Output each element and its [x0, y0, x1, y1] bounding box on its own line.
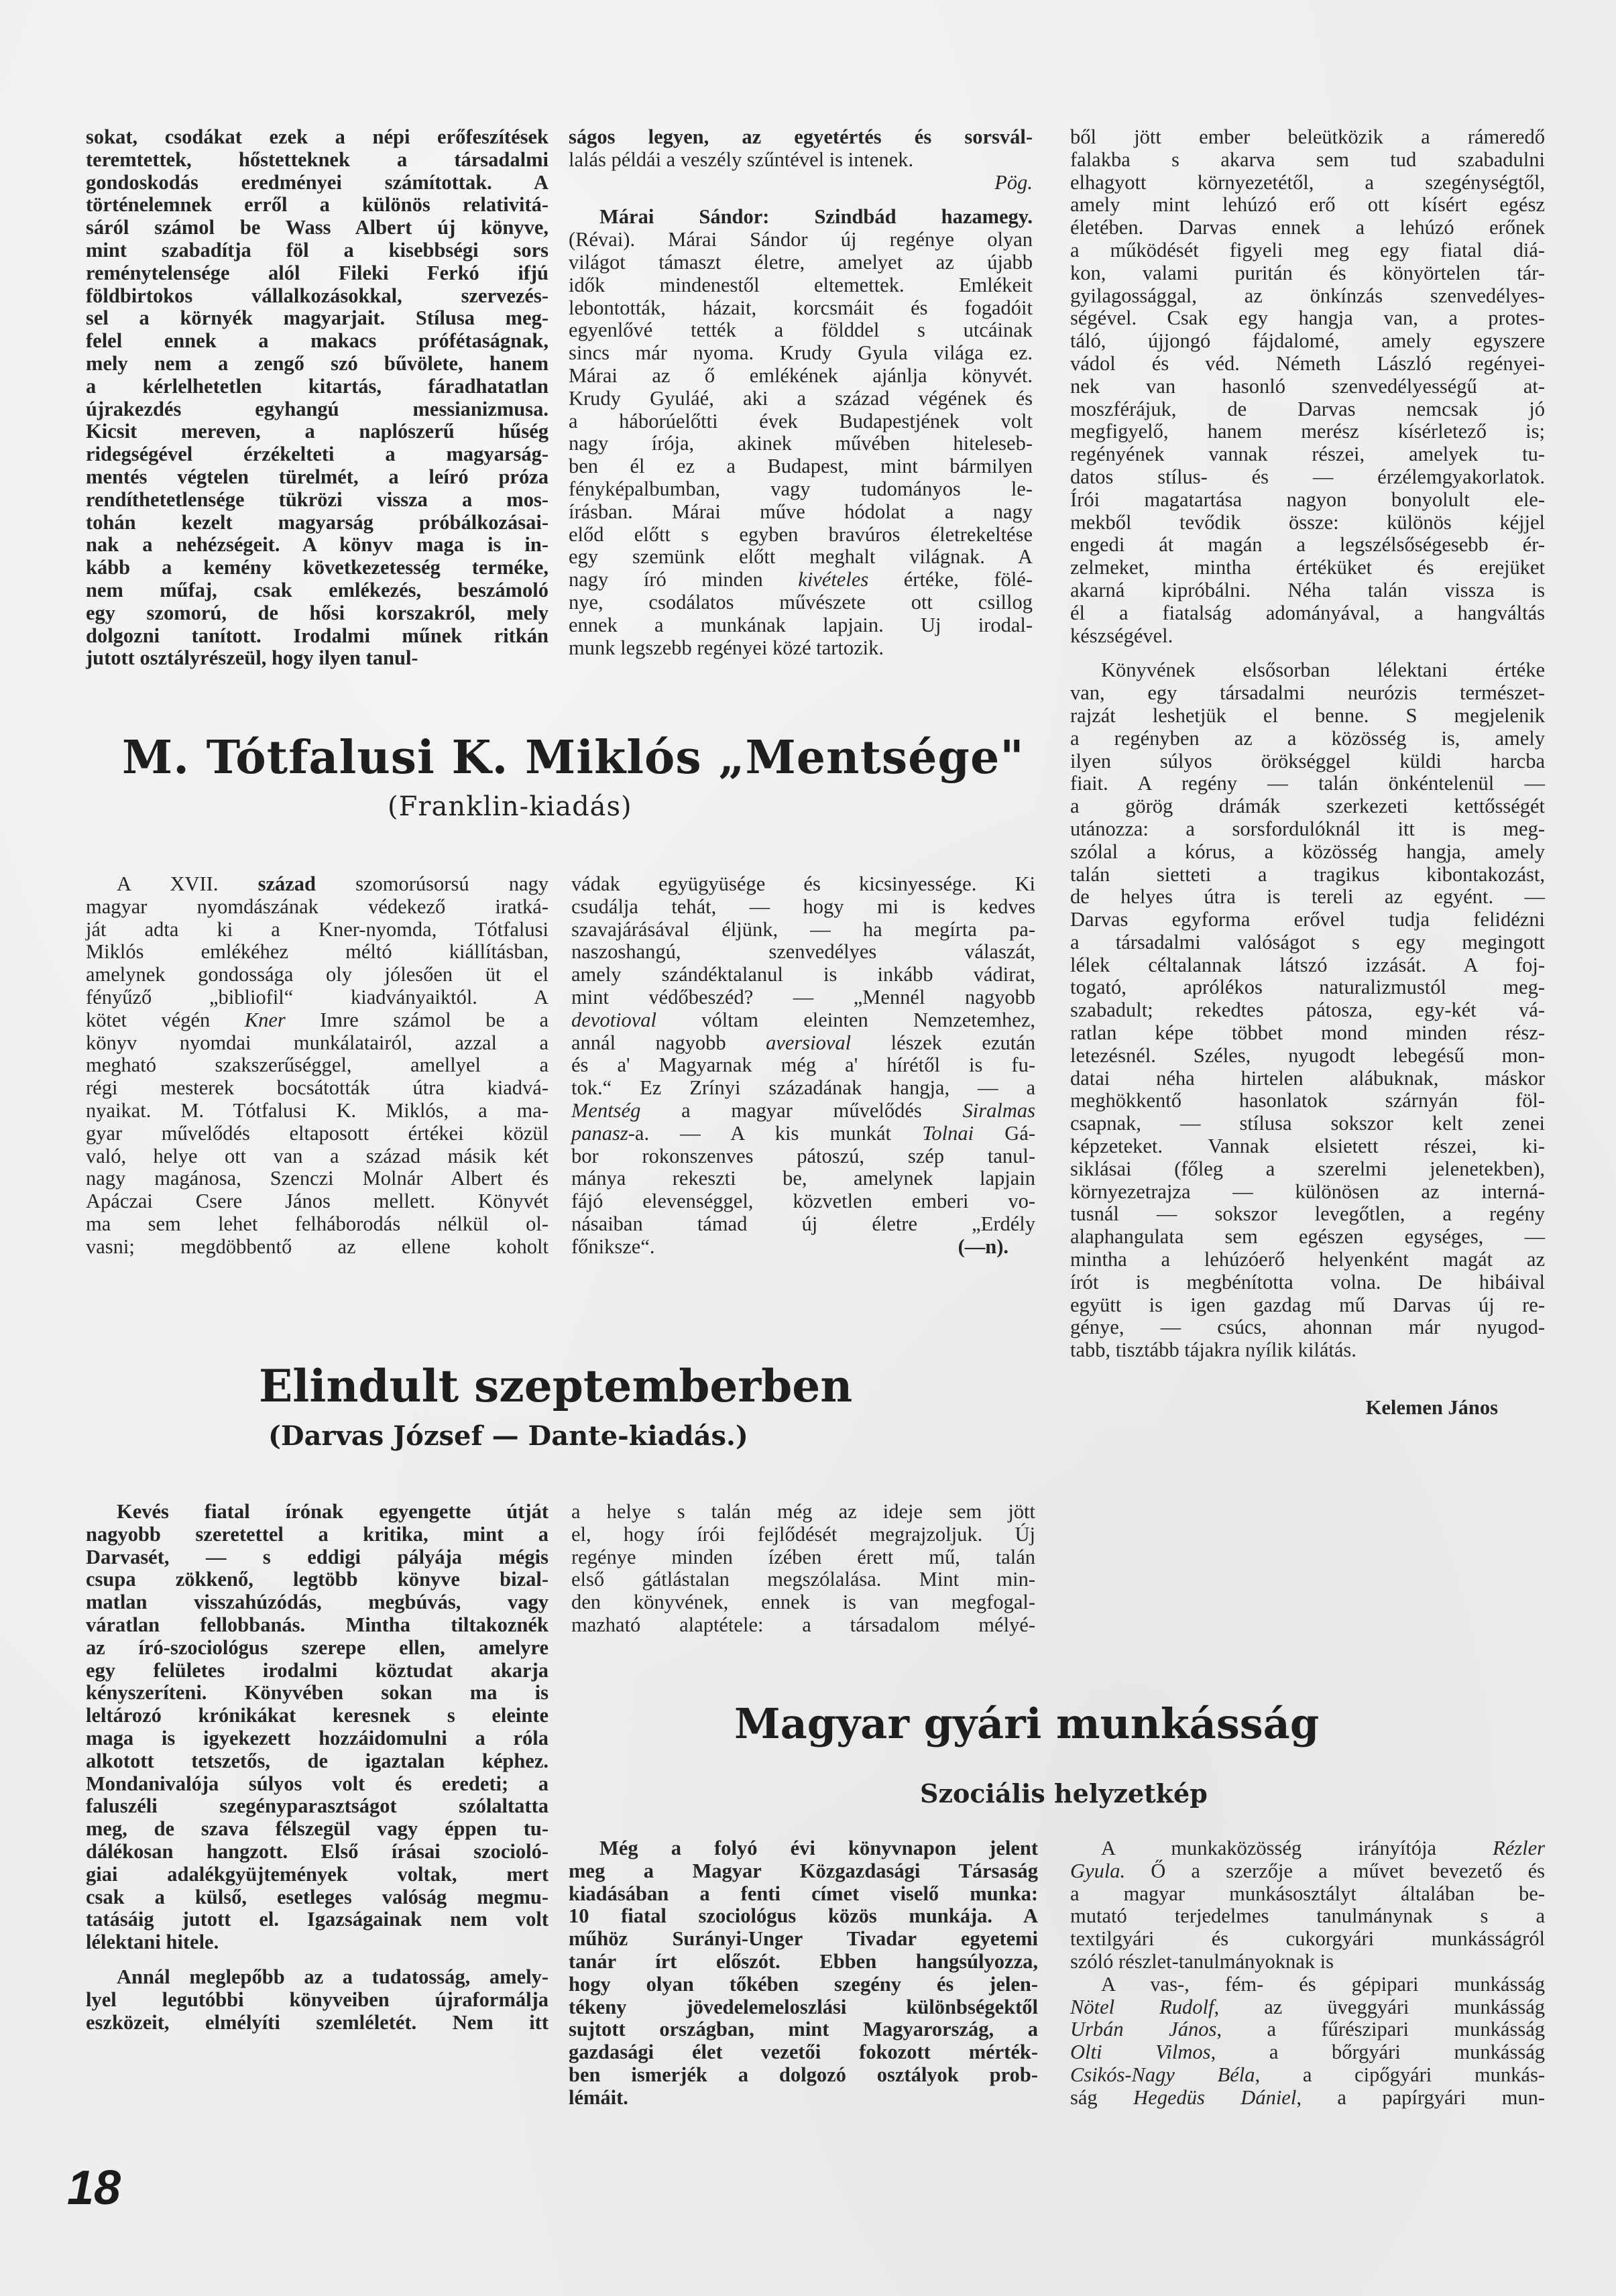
review-title-marai: Márai Sándor: Szindbád hazamegy. — [599, 205, 1033, 229]
text-line: den könyvének, ennek is van megfogal- — [571, 1591, 1035, 1614]
text-line: reménytelensége alól Fileki Ferkó ifjú — [86, 261, 549, 284]
text-line: Darvas egyforma erővel tudja felidézni — [1070, 908, 1545, 931]
review-signature: Pög. — [994, 170, 1033, 194]
text-line: Kevés fiatal írónak egyengette útját — [117, 1500, 549, 1523]
text-line: Apáczai Csere János mellett. Könyvét — [86, 1190, 549, 1213]
article-subtitle-darvas: (Darvas József — Dante-kiadás.) — [268, 1420, 748, 1452]
text-line: főnikszе“. (—n). — [571, 1235, 1008, 1258]
text-line: szabadult; rekedtes pátosza, egy-két vá- — [1070, 998, 1545, 1022]
text-line: meg, de szava félszegül vagy éppen tu- — [86, 1817, 549, 1841]
text-line: mentés végtelen türelmét, a leíró próza — [86, 465, 549, 488]
text-line: a háborúelőtti évek Budapestjének volt — [569, 409, 1033, 433]
text-line: csudálja tehát, — hogy mi is kedves — [571, 895, 1035, 918]
text-line: gondoskodás eredményei számítottak. A — [86, 170, 549, 194]
text-line: a magyar munkásosztályt általában be- — [1070, 1882, 1545, 1905]
text-line: násaiban támad új életre „Erdély — [571, 1212, 1035, 1235]
text-line: matlan visszahúzódás, megbúvás, vagy — [86, 1591, 549, 1614]
mentsege-column-1 — [86, 873, 549, 1259]
text-line: eszközeit, elmélyíti szemléletét. Nem itt — [86, 2010, 549, 2034]
text-line: regénye minden ízében érett mű, talán — [571, 1545, 1035, 1568]
review-darvas-continued-column — [1070, 126, 1545, 1420]
text-line: nagyobb szeretettel a kritika, mint a — [86, 1522, 549, 1546]
text-line: nye, csodálatos művészete ott csillog — [569, 590, 1033, 614]
article-subtitle-franklin: (Franklin-kiadás) — [388, 791, 632, 822]
text-line: való, helye ott van a század másik két — [86, 1144, 549, 1167]
text-line: váratlan fellobbanás. Mintha tiltakoznék — [86, 1613, 549, 1636]
text-line: ridegségével érzékelteti a magyarság- — [86, 443, 549, 466]
text-line: kább a kemény következetesség terméke, — [86, 556, 549, 579]
text-line: kiadásában a fenti címet viselő munka: — [569, 1882, 1038, 1905]
text-line: tékeny jövedelemeloszlási különbségektől — [569, 1995, 1038, 2018]
text-line: sincs már nyoma. Krudy Gyula világa ez. — [569, 341, 1033, 365]
text-line: Nötel Rudolf, az üveggyári munkásság — [1070, 1995, 1545, 2018]
text-line: jutott osztályrészeül, hogy ilyen tanul- — [86, 646, 418, 670]
text-line: Olti Vilmos, a bőrgyári munkásság — [1070, 2041, 1545, 2064]
article-subtitle-szocialis: Szociális helyzetkép — [920, 1778, 1208, 1809]
text-line: ben él ez a Budapest, mint bármilyen — [569, 455, 1033, 478]
text-line: fiait. A regény — talán önkéntelenül — — [1070, 772, 1545, 795]
text-line: vádak együgyüsége és kicsinyessége. Ki — [571, 872, 1035, 895]
text-line: Kicsit mereven, a naplószerű hűség — [86, 420, 549, 443]
text-line: él a fiatalság adományával, a hangváltás — [1070, 601, 1545, 624]
text-line: földbirtokos vállalkozásokkal, szervezés- — [86, 284, 549, 307]
mentsege-column-2 — [571, 873, 1035, 1259]
text-line: naszoshangú, szenvedélyes válaszát, — [571, 940, 1035, 964]
text-line: Krudy Gyuláé, aki a század végének és — [569, 386, 1033, 410]
text-line: tohán kezelt magyarság próbálkozásai- — [86, 510, 549, 534]
text-line: Darvasét, — s eddigi pályája mégis — [86, 1545, 549, 1568]
text-line: A munkaközösség irányítója Rézler — [1101, 1837, 1545, 1859]
text-line: akarná kipróbálni. Néha talán vissza is — [1070, 578, 1545, 601]
text-line: dálékosan hangzott. Első írásai szocioló- — [86, 1839, 549, 1863]
text-line: zelmeket, mintha értéküket és erejüket — [1070, 556, 1545, 579]
munkassag-column-1 — [569, 1837, 1038, 2110]
text-line: sujtott országban, mint Magyarország, a — [569, 2018, 1038, 2041]
text-line: elhagyott környezetétől, a szegénységtől, — [1070, 170, 1545, 194]
text-line: ság Hegedüs Dániel, a papírgyári mun- — [1070, 2085, 1545, 2109]
text-line: teremtettek, hőstetteknek a társadalmi — [86, 148, 549, 171]
text-line: letezésnél. Széles, nyugodt lebegésű mon- — [1070, 1043, 1545, 1067]
text-line: textilgyári és cukorgyári munkásságról — [1070, 1927, 1545, 1951]
text-line: megható szakszerűséggel, amellyel a — [86, 1053, 549, 1077]
elindult-column-1 — [86, 1501, 549, 2034]
review-marai-column — [569, 126, 1033, 659]
text-line: 10 fiatal szociológus közös munkája. A — [569, 1904, 1038, 1928]
article-title-elindult: Elindult szeptemberben — [259, 1360, 853, 1412]
text-line: írásban. Márai műve hódolat a nagy — [569, 500, 1033, 523]
text-line: első gátlástalan megszólalása. Mint min- — [571, 1568, 1035, 1591]
text-line: az író-szociológus szerepe ellen, amelyre — [86, 1635, 549, 1659]
text-line: szavajárásával éljünk, — ha megírta pa- — [571, 917, 1035, 941]
text-line: gyilagossággal, az önkínzás szenvedélyes- — [1070, 284, 1545, 307]
article-title-mentsege: M. Tótfalusi K. Miklós „Mentsége" — [122, 731, 1025, 785]
text-line: mekből tevődik össze: különös kéjjel — [1070, 510, 1545, 534]
text-line: egyenlővé tették a földdel s utcáinak — [569, 319, 1033, 342]
text-line: csupa zökkenő, legtöbb könyve bizal- — [86, 1568, 549, 1591]
text-line: A XVII. század szomorúsorsú nagy — [117, 872, 549, 895]
text-line: a kérlelhetetlen kitartás, fáradhatatlan — [86, 374, 549, 398]
text-line: Könyvének elsősorban lélektani értéke — [1101, 658, 1545, 682]
text-line: annál nagyobb aversioval lészek ezután — [571, 1031, 1035, 1054]
text-line: nagy magánosa, Szenczi Molnár Albert és — [86, 1167, 549, 1190]
text-line: lémáit. — [569, 2085, 628, 2109]
text-line: nyaikat. M. Tótfalusi K. Miklós, a ma- — [86, 1098, 549, 1122]
text-line: fényképalbumban, vagy tudományos le- — [569, 477, 1033, 500]
review-signature-n: (—n). — [958, 1235, 1008, 1258]
text-line: datos stílus- és — érzélemgyakorlatok. — [1070, 465, 1545, 488]
text-line: tanár írt előszót. Ebben hangsúlyozza, — [569, 1949, 1038, 1973]
text-line: ennek a munkának lapjain. Uj irodal- — [569, 613, 1033, 636]
text-line: gazdasági élet vezetői fokozott mérték- — [569, 2041, 1038, 2064]
text-line: sel a környék magyarjait. Stílusa meg- — [86, 306, 549, 330]
text-line: tusnál — sokszor levegőtlen, a regény — [1070, 1202, 1545, 1226]
text-line: dolgozni tanított. Irodalmi műnek ritkán — [86, 624, 549, 647]
text-line: nem műfaj, csak emlékezés, beszámoló — [86, 578, 549, 601]
text-line: talán sietteti a tragikus kibontakozást, — [1070, 862, 1545, 886]
text-line: ségével. Csak egy hangja van, a protes- — [1070, 306, 1545, 330]
text-line: lyel legutóbbi könyveiben újraformálja — [86, 1988, 549, 2011]
text-line: alkotott tetszetős, de igaztalan képhez. — [86, 1749, 549, 1772]
text-line: írót is megbénította volna. De hibáival — [1070, 1270, 1545, 1294]
text-line: génye, — csúcs, ahonnan már nyugod- — [1070, 1316, 1545, 1339]
text-line: mazható alaptétele: a társadalom mélyé- — [571, 1613, 1035, 1636]
text-line: ságos legyen, az egyetértés és sorsvál- — [569, 125, 1033, 148]
text-line: a helye s talán még az ideje sem jött — [571, 1500, 1035, 1523]
text-line: csak a külső, esetleges valóság megmu- — [86, 1885, 549, 1908]
munkassag-column-2 — [1070, 1837, 1545, 2110]
text-line: nak a nehézségeit. A könyv maga is in- — [86, 533, 549, 557]
text-line: tatásáig jutott el. Igazságainak nem volt — [86, 1908, 549, 1931]
text-line: ratlan képe többet mond minden rész- — [1070, 1021, 1545, 1045]
text-line: lalás példái a veszély szűntével is intenek. — [569, 148, 914, 171]
text-line: lebontották, házait, korcsmáit és fogadóit — [569, 296, 1033, 319]
text-line: előd előtt s egyben bravúros életrekeltése — [569, 522, 1033, 546]
text-line: engedi át magán a legszélsőségesebb ér- — [1070, 533, 1545, 557]
text-line: tabb, tisztább tájakra nyílik kilátás. — [1070, 1338, 1357, 1362]
text-line: nagy írója, akinek művében hiteleseb- — [569, 432, 1033, 455]
text-line: munk legszebb regényei közé tartozik. — [569, 636, 884, 659]
text-line: lélek céltalannak látszó izzását. A foj- — [1070, 953, 1545, 976]
text-line: idők mindenestől eltemettek. Emlékeit — [569, 273, 1033, 296]
text-line: fényűző „bibliofil“ kiadványaiktól. A — [86, 985, 549, 1009]
text-line: kon, valami puritán és könyörtelen tár- — [1070, 261, 1545, 284]
text-line: amely mint lehúzó erő ott kísért egész — [1070, 193, 1545, 217]
text-line: rendíthetetlensége tükrözi vissza a mos- — [86, 487, 549, 511]
text-line: gyar művelődés eltaposott értékei közül — [86, 1121, 549, 1145]
text-line: mutató terjedelmes tanulmánynak s a — [1070, 1904, 1545, 1928]
text-line: készségével. — [1070, 624, 1173, 647]
text-line: amelynek gondossága oly jólesően üt el — [86, 963, 549, 986]
text-line: regényének vannak részei, amelyek tu- — [1070, 443, 1545, 466]
text-line: fájó elevenséggel, közvetlen emberi vo- — [571, 1190, 1035, 1213]
text-line: sáról számol be Wass Albert új könyve, — [86, 216, 549, 239]
text-line: szólal a kórus, a közösség hangja, amely — [1070, 840, 1545, 863]
text-line: el, hogy írói fejlődését megrajzoljuk. Új — [571, 1522, 1035, 1546]
text-line: hogy olyan tőkében szegény és jelen- — [569, 1972, 1038, 1996]
text-line: a regényben az a közösség is, amely — [1070, 726, 1545, 750]
text-line: egy szomorú, de hősi korszakról, mely — [86, 601, 549, 624]
text-line: életében. Darvas ennek a lehúzó erőnek — [1070, 216, 1545, 239]
text-line: faluszéli szegényparasztságot szólaltatta — [86, 1794, 549, 1818]
text-line: tok.“ Ez Zrínyi századának hangja, — a — [571, 1076, 1035, 1100]
text-line: Gyula. Ő a szerzője a művet bevezető és — [1070, 1859, 1545, 1882]
text-line: amely szándéktalanul is inkább vádirat, — [571, 963, 1035, 986]
text-line: alaphangulata sem egészen egységes, — — [1070, 1225, 1545, 1249]
text-line: mely nem a zengő szó bűvölete, hanem — [86, 351, 549, 375]
text-line: van, egy társadalmi neurózis természet- — [1070, 681, 1545, 705]
text-line: könyv nyomdai munkálatairól, azzal a — [86, 1031, 549, 1054]
text-line: vádol és véd. Németh László regényei- — [1070, 351, 1545, 375]
text-line: togató, aprólékos naturalizmustól meg- — [1070, 976, 1545, 999]
text-line: felel ennek a makacs prófétaságnak, — [86, 329, 549, 353]
text-line: szóló részlet-tanulmányoknak is — [1070, 1949, 1334, 1973]
text-line: meg a Magyar Közgazdasági Társaság — [569, 1859, 1038, 1882]
text-line: a görög drámák szerkezeti kettősségét — [1070, 795, 1545, 818]
page-number: 18 — [67, 2161, 121, 2215]
text-line: de helyes útra is tereli az egyént. — — [1070, 885, 1545, 909]
text-line: panasz-a. — A kis munkát Tolnai Gá- — [571, 1121, 1035, 1145]
text-line: csapnak, — stílusa sokszor kelt zenei — [1070, 1112, 1545, 1135]
text-line: A vas-, fém- és gépipari munkásság — [1101, 1972, 1545, 1996]
article-title-munkassag: Magyar gyári munkásság — [734, 1699, 1320, 1748]
text-line: a társadalmi valóságot s egy megingott — [1070, 930, 1545, 954]
text-line: mint szabadítja föl a kisebbségi sors — [86, 238, 549, 262]
review-signature-kelemen: Kelemen János — [1365, 1395, 1498, 1419]
text-line: ját adta ki a Kner-nyomda, Tótfalusi — [86, 917, 549, 941]
text-line: rajzát leshetjük el benne. S megjelenik — [1070, 703, 1545, 727]
elindult-column-2 — [571, 1501, 1035, 1637]
text-line: vasni; megdöbbentő az ellene koholt — [86, 1235, 549, 1258]
text-line: történelemnek erről a különös relativitá- — [86, 193, 549, 217]
text-line: mint védőbeszéd? — „Mennél nagyobb — [571, 985, 1035, 1009]
text-line: maga is igyekezett hozzáidomulni a róla — [86, 1726, 549, 1749]
text-line: környezetrajza — különösen az interná- — [1070, 1180, 1545, 1203]
text-line: lélektani hitele. — [86, 1931, 219, 1954]
text-line: régi mesterek bocsátották útra kiadvá- — [86, 1076, 549, 1100]
text-line: utánozza: a sorsfordulóknál itt is meg- — [1070, 817, 1545, 840]
text-line: megfigyelő, hanem merész kísérletező is; — [1070, 420, 1545, 443]
text-line: meghökkentő hasonlatok szárnyán föl- — [1070, 1089, 1545, 1112]
text-line: giai adalékgyüjtemények voltak, mert — [86, 1862, 549, 1886]
text-line: Márai az ő emlékének ajánlja könyvét. — [569, 363, 1033, 387]
text-line: Mentség a magyar művelődés Siralmas — [571, 1098, 1035, 1122]
text-line: Mondanivalója súlyos volt és eredeti; a — [86, 1772, 549, 1795]
review-wass-albert-column — [86, 126, 549, 670]
text-line: képzeteket. Vannak elsietett részei, ki- — [1070, 1135, 1545, 1158]
text-line: mánya rekeszti be, amelynek lapjain — [571, 1167, 1035, 1190]
text-line: Csikós-Nagy Béla, a cipőgyári munkás- — [1070, 2063, 1545, 2086]
text-line: leltározó krónikákat keresnek s eleinte — [86, 1704, 549, 1727]
text-line: világot támaszt életre, amelyet az újabb — [569, 250, 1033, 274]
text-line: egy felületes irodalmi köztudat akarja — [86, 1658, 549, 1682]
text-line: mintha a lehúzóerő helyenként magát az — [1070, 1248, 1545, 1271]
text-line: Annál meglepőbb az a tudatosság, amely- — [117, 1965, 549, 1988]
text-line: moszférájuk, de Darvas nemcsak jó — [1070, 397, 1545, 420]
text-line: (Révai). Márai Sándor új regénye olyan — [569, 228, 1033, 251]
text-line: devotioval vóltam eleinten Nemzetemhez, — [571, 1008, 1035, 1031]
text-line: kényszeríteni. Könyvében sokan ma is — [86, 1681, 549, 1705]
text-line: sokat, csodákat ezek a népi erőfeszítések — [86, 125, 549, 148]
text-line: együtt is igen gazdag mű Darvas új re- — [1070, 1293, 1545, 1316]
text-line: falakba s akarva sem tud szabadulni — [1070, 148, 1545, 171]
text-line: a működését figyeli meg egy fiatal diá- — [1070, 238, 1545, 262]
text-line: nek van hasonló szenvedélyességű at- — [1070, 374, 1545, 398]
text-line: ből jött ember beleütközik a rámeredő — [1070, 125, 1545, 148]
text-line: műhöz Surányi-Unger Tivadar egyetemi — [569, 1927, 1038, 1951]
text-line: nagy író minden kivételes értéke, fölé- — [569, 568, 1033, 591]
text-line: ilyen súlyos örökséggel küldi harcba — [1070, 749, 1545, 772]
text-line: datai néha hirtelen alábuknak, máskor — [1070, 1066, 1545, 1090]
text-line: ben ismerjék a dolgozó osztályok prob- — [569, 2063, 1038, 2086]
text-line: Még a folyó évi könyvnapon jelent — [599, 1837, 1038, 1859]
text-line: egy szemünk előtt meghalt világnak. A — [569, 545, 1033, 569]
text-line: bor rokonszenves pátoszú, szép tanul- — [571, 1144, 1035, 1167]
text-line: Írói magatartása nagyon bonyolult ele- — [1070, 487, 1545, 511]
text-line: Urbán János, a fűrészipari munkásság — [1070, 2018, 1545, 2041]
text-line: Miklós emlékéhez méltó kiállításban, — [86, 940, 549, 964]
text-line: magyar nyomdászának védekező iratká- — [86, 895, 549, 918]
text-line: és a' Magyarnak még a' hírétől is fu- — [571, 1053, 1035, 1077]
text-line: siklásai (főleg a szerelmi jelenetekben), — [1070, 1157, 1545, 1180]
text-line: újrakezdés egyhangú messianizmusa. — [86, 397, 549, 420]
text-line: kötet végén Kner Imre számol be a — [86, 1008, 549, 1031]
text-line: táló, újjongó fájdalomé, amely egyszere — [1070, 329, 1545, 353]
text-line: ma sem lehet felháborodás nélkül ol- — [86, 1212, 549, 1235]
